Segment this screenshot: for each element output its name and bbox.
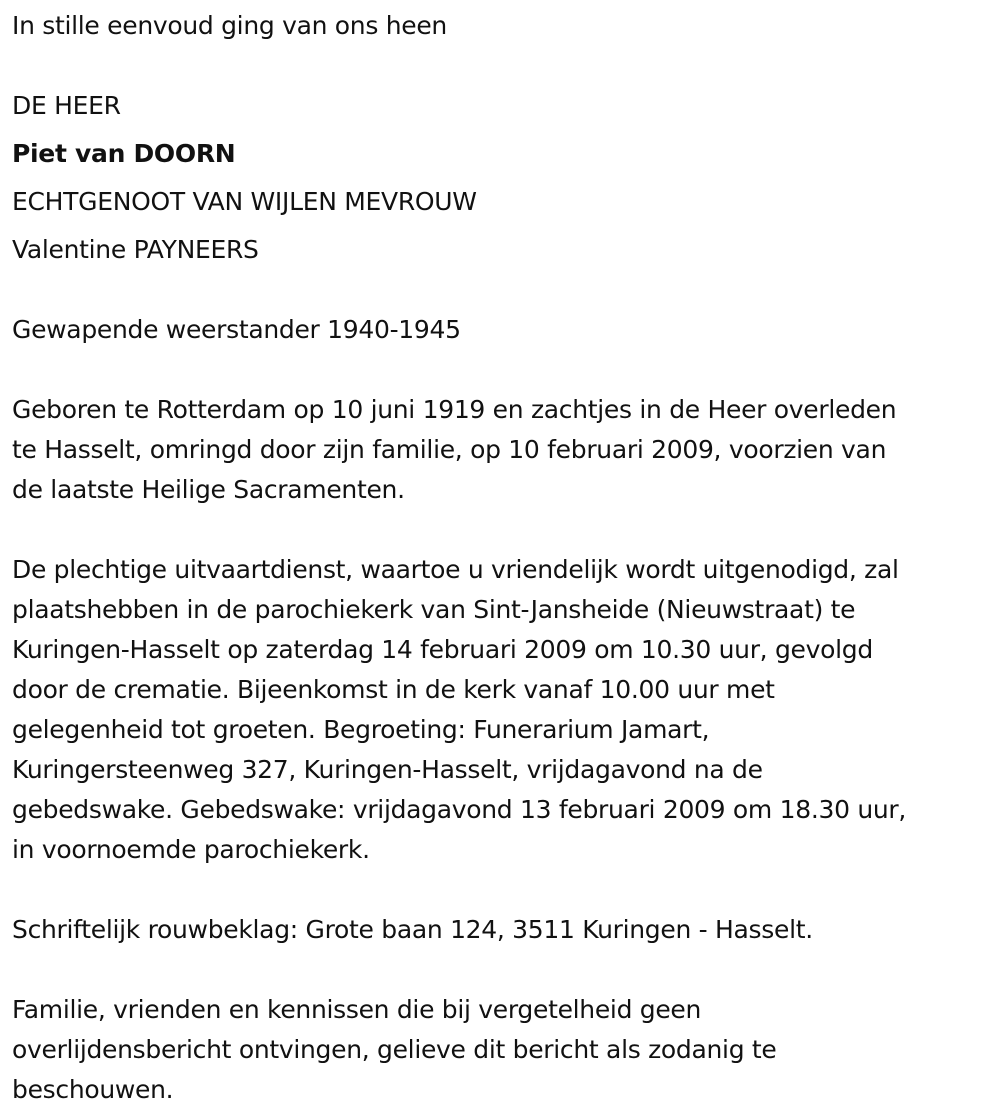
- spouse-label: ECHTGENOOT VAN WIJLEN MEVROUW: [12, 187, 477, 216]
- title-prefix: DE HEER: [12, 91, 121, 120]
- closing-paragraph: [12, 990, 992, 1110]
- birth-death-line: te Hasselt, omringd door zijn familie, op 10 februari 2009, voorzien van: [12, 435, 887, 464]
- deceased-block: [12, 86, 992, 270]
- spouse-name: Valentine PAYNEERS: [12, 235, 259, 264]
- funeral-line: Kuringersteenweg 327, Kuringen-Hasselt, vrijdagavond na de: [12, 755, 763, 784]
- funeral-paragraph: [12, 550, 992, 870]
- condolence-address: Schriftelijk rouwbeklag: Grote baan 124, 3511 Kuringen - Hasselt.: [12, 915, 813, 944]
- closing-line: overlijdensbericht ontvingen, gelieve dit bericht als zodanig te: [12, 1035, 777, 1064]
- funeral-line: gebedswake. Gebedswake: vrijdagavond 13 februari 2009 om 18.30 uur,: [12, 795, 907, 824]
- birth-death-line: de laatste Heilige Sacramenten.: [12, 475, 405, 504]
- closing-line: Familie, vrienden en kennissen die bij vergetelheid geen: [12, 995, 702, 1024]
- funeral-line: Kuringen-Hasselt op zaterdag 14 februari 2009 om 10.30 uur, gevolgd: [12, 635, 873, 664]
- birth-death-paragraph: [12, 390, 992, 510]
- birth-death-line: Geboren te Rotterdam op 10 juni 1919 en zachtjes in de Heer overleden: [12, 395, 897, 424]
- distinction-line: Gewapende weerstander 1940-1945: [12, 315, 461, 344]
- obituary-notice: [12, 6, 992, 1110]
- funeral-line: door de crematie. Bijeenkomst in de kerk vanaf 10.00 uur met: [12, 675, 775, 704]
- funeral-line: De plechtige uitvaartdienst, waartoe u vriendelijk wordt uitgenodigd, zal: [12, 555, 899, 584]
- intro-line: In stille eenvoud ging van ons heen: [12, 11, 447, 40]
- funeral-line: gelegenheid tot groeten. Begroeting: Funerarium Jamart,: [12, 715, 710, 744]
- funeral-line: plaatshebben in de parochiekerk van Sint-Jansheide (Nieuwstraat) te: [12, 595, 856, 624]
- funeral-line: in voornoemde parochiekerk.: [12, 835, 370, 864]
- closing-line: beschouwen.: [12, 1075, 174, 1104]
- deceased-name: Piet van DOORN: [12, 139, 236, 168]
